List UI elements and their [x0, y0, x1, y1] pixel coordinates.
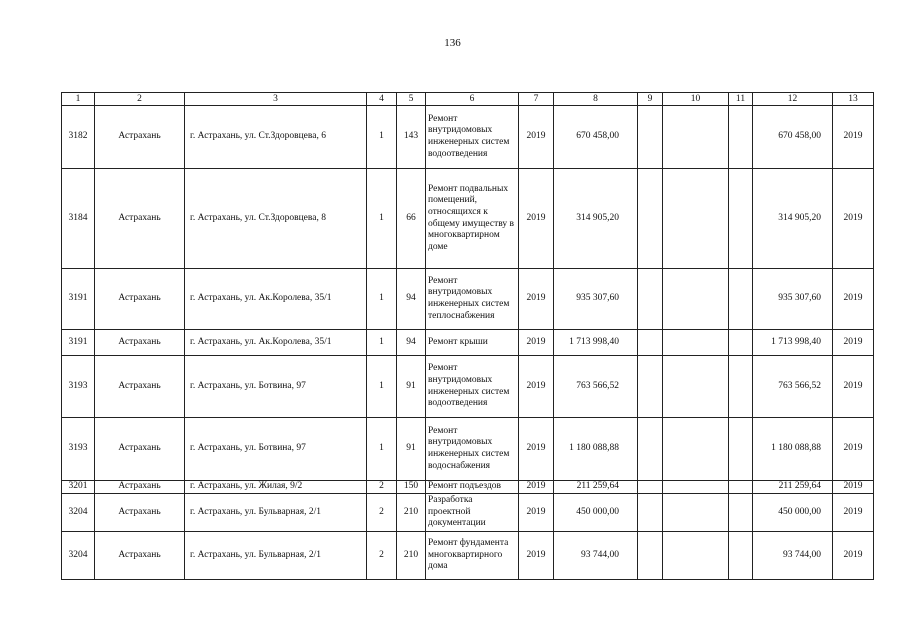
row-year: 2019 [519, 269, 554, 330]
row-year: 2019 [519, 418, 554, 481]
row-col11 [729, 494, 753, 532]
row-year: 2019 [519, 330, 554, 356]
row-col10 [663, 418, 729, 481]
row-address: г. Астрахань, ул. Бульварная, 2/1 [185, 494, 367, 532]
row-id: 3182 [62, 106, 95, 169]
row-year-2: 2019 [833, 494, 874, 532]
column-header: 9 [638, 93, 663, 106]
row-col9 [638, 532, 663, 580]
row-address: г. Астрахань, ул. Ст.Здоровцева, 8 [185, 169, 367, 269]
row-city: Астрахань [95, 269, 185, 330]
row-cost: 314 905,20 [554, 169, 638, 269]
row-year: 2019 [519, 481, 554, 494]
row-col9 [638, 330, 663, 356]
column-header: 10 [663, 93, 729, 106]
row-col4: 1 [367, 330, 397, 356]
row-col5: 143 [397, 106, 426, 169]
column-header: 8 [554, 93, 638, 106]
row-year-2: 2019 [833, 269, 874, 330]
row-col4: 2 [367, 532, 397, 580]
column-header: 1 [62, 93, 95, 106]
row-col9 [638, 269, 663, 330]
row-col11 [729, 481, 753, 494]
row-col4: 1 [367, 269, 397, 330]
row-col4: 1 [367, 418, 397, 481]
row-city: Астрахань [95, 106, 185, 169]
row-total: 763 566,52 [753, 356, 833, 418]
row-address: г. Астрахань, ул. Бульварная, 2/1 [185, 532, 367, 580]
row-col11 [729, 330, 753, 356]
header-row [62, 93, 874, 106]
table-row [62, 481, 874, 494]
row-col10 [663, 494, 729, 532]
row-work-type: Ремонт внутридомовых инженерных систем водоотведения [426, 356, 519, 418]
registry-table [61, 92, 874, 580]
row-year-2: 2019 [833, 532, 874, 580]
row-total: 211 259,64 [753, 481, 833, 494]
column-header: 13 [833, 93, 874, 106]
table-row [62, 356, 874, 418]
row-total: 1 180 088,88 [753, 418, 833, 481]
row-col5: 66 [397, 169, 426, 269]
row-col11 [729, 532, 753, 580]
row-year: 2019 [519, 494, 554, 532]
column-header: 7 [519, 93, 554, 106]
row-col9 [638, 169, 663, 269]
row-cost: 450 000,00 [554, 494, 638, 532]
row-col11 [729, 269, 753, 330]
row-city: Астрахань [95, 494, 185, 532]
row-col9 [638, 106, 663, 169]
row-col10 [663, 330, 729, 356]
row-total: 93 744,00 [753, 532, 833, 580]
row-year-2: 2019 [833, 356, 874, 418]
row-cost: 763 566,52 [554, 356, 638, 418]
row-col5: 150 [397, 481, 426, 494]
row-city: Астрахань [95, 418, 185, 481]
row-col11 [729, 169, 753, 269]
row-id: 3193 [62, 418, 95, 481]
row-city: Астрахань [95, 330, 185, 356]
row-year: 2019 [519, 532, 554, 580]
row-id: 3193 [62, 356, 95, 418]
row-col5: 210 [397, 532, 426, 580]
row-work-type: Ремонт внутридомовых инженерных систем водоотведения [426, 106, 519, 169]
row-year-2: 2019 [833, 481, 874, 494]
row-col11 [729, 418, 753, 481]
column-header: 5 [397, 93, 426, 106]
table-row [62, 169, 874, 269]
row-address: г. Астрахань, ул. Ботвина, 97 [185, 418, 367, 481]
row-cost: 935 307,60 [554, 269, 638, 330]
row-col4: 1 [367, 169, 397, 269]
column-header: 12 [753, 93, 833, 106]
row-col5: 94 [397, 330, 426, 356]
row-year-2: 2019 [833, 418, 874, 481]
row-cost: 1 180 088,88 [554, 418, 638, 481]
row-col10 [663, 106, 729, 169]
row-work-type: Ремонт подвальных помещений, относящихся к общему имуществу в многоквартирном доме [426, 169, 519, 269]
row-col10 [663, 356, 729, 418]
row-col4: 1 [367, 106, 397, 169]
row-cost: 1 713 998,40 [554, 330, 638, 356]
row-cost: 670 458,00 [554, 106, 638, 169]
table-row [62, 106, 874, 169]
row-col9 [638, 481, 663, 494]
row-col9 [638, 494, 663, 532]
row-col10 [663, 532, 729, 580]
row-col10 [663, 169, 729, 269]
row-year-2: 2019 [833, 169, 874, 269]
row-work-type: Ремонт фундамента многоквартирного дома [426, 532, 519, 580]
row-col5: 94 [397, 269, 426, 330]
row-city: Астрахань [95, 169, 185, 269]
table-row [62, 330, 874, 356]
row-city: Астрахань [95, 481, 185, 494]
row-col5: 91 [397, 356, 426, 418]
row-address: г. Астрахань, ул. Ботвина, 97 [185, 356, 367, 418]
row-work-type: Ремонт подъездов [426, 481, 519, 494]
column-header: 2 [95, 93, 185, 106]
row-col9 [638, 356, 663, 418]
row-year: 2019 [519, 356, 554, 418]
table-row [62, 494, 874, 532]
row-col9 [638, 418, 663, 481]
row-id: 3204 [62, 532, 95, 580]
row-address: г. Астрахань, ул. Ак.Королева, 35/1 [185, 269, 367, 330]
row-work-type: Ремонт внутридомовых инженерных систем водоснабжения [426, 418, 519, 481]
row-total: 450 000,00 [753, 494, 833, 532]
row-col11 [729, 106, 753, 169]
row-id: 3184 [62, 169, 95, 269]
row-id: 3201 [62, 481, 95, 494]
row-col4: 1 [367, 356, 397, 418]
table-row [62, 418, 874, 481]
row-col4: 2 [367, 494, 397, 532]
row-year: 2019 [519, 169, 554, 269]
row-work-type: Разработка проектной документации [426, 494, 519, 532]
row-address: г. Астрахань, ул. Ак.Королева, 35/1 [185, 330, 367, 356]
row-address: г. Астрахань, ул. Ст.Здоровцева, 6 [185, 106, 367, 169]
column-header: 3 [185, 93, 367, 106]
row-col10 [663, 481, 729, 494]
row-year-2: 2019 [833, 106, 874, 169]
row-total: 935 307,60 [753, 269, 833, 330]
row-col11 [729, 356, 753, 418]
row-city: Астрахань [95, 356, 185, 418]
column-header: 6 [426, 93, 519, 106]
row-year: 2019 [519, 106, 554, 169]
page-number: 136 [444, 37, 461, 49]
row-col4: 2 [367, 481, 397, 494]
column-header: 4 [367, 93, 397, 106]
row-id: 3191 [62, 330, 95, 356]
row-address: г. Астрахань, ул. Жилая, 9/2 [185, 481, 367, 494]
row-total: 314 905,20 [753, 169, 833, 269]
row-col5: 91 [397, 418, 426, 481]
table-row [62, 269, 874, 330]
row-id: 3204 [62, 494, 95, 532]
row-id: 3191 [62, 269, 95, 330]
row-cost: 93 744,00 [554, 532, 638, 580]
row-col5: 210 [397, 494, 426, 532]
column-header: 11 [729, 93, 753, 106]
row-year-2: 2019 [833, 330, 874, 356]
row-work-type: Ремонт крыши [426, 330, 519, 356]
row-col10 [663, 269, 729, 330]
row-total: 670 458,00 [753, 106, 833, 169]
row-cost: 211 259,64 [554, 481, 638, 494]
row-city: Астрахань [95, 532, 185, 580]
table-row [62, 532, 874, 580]
row-work-type: Ремонт внутридомовых инженерных систем теплоснабжения [426, 269, 519, 330]
row-total: 1 713 998,40 [753, 330, 833, 356]
